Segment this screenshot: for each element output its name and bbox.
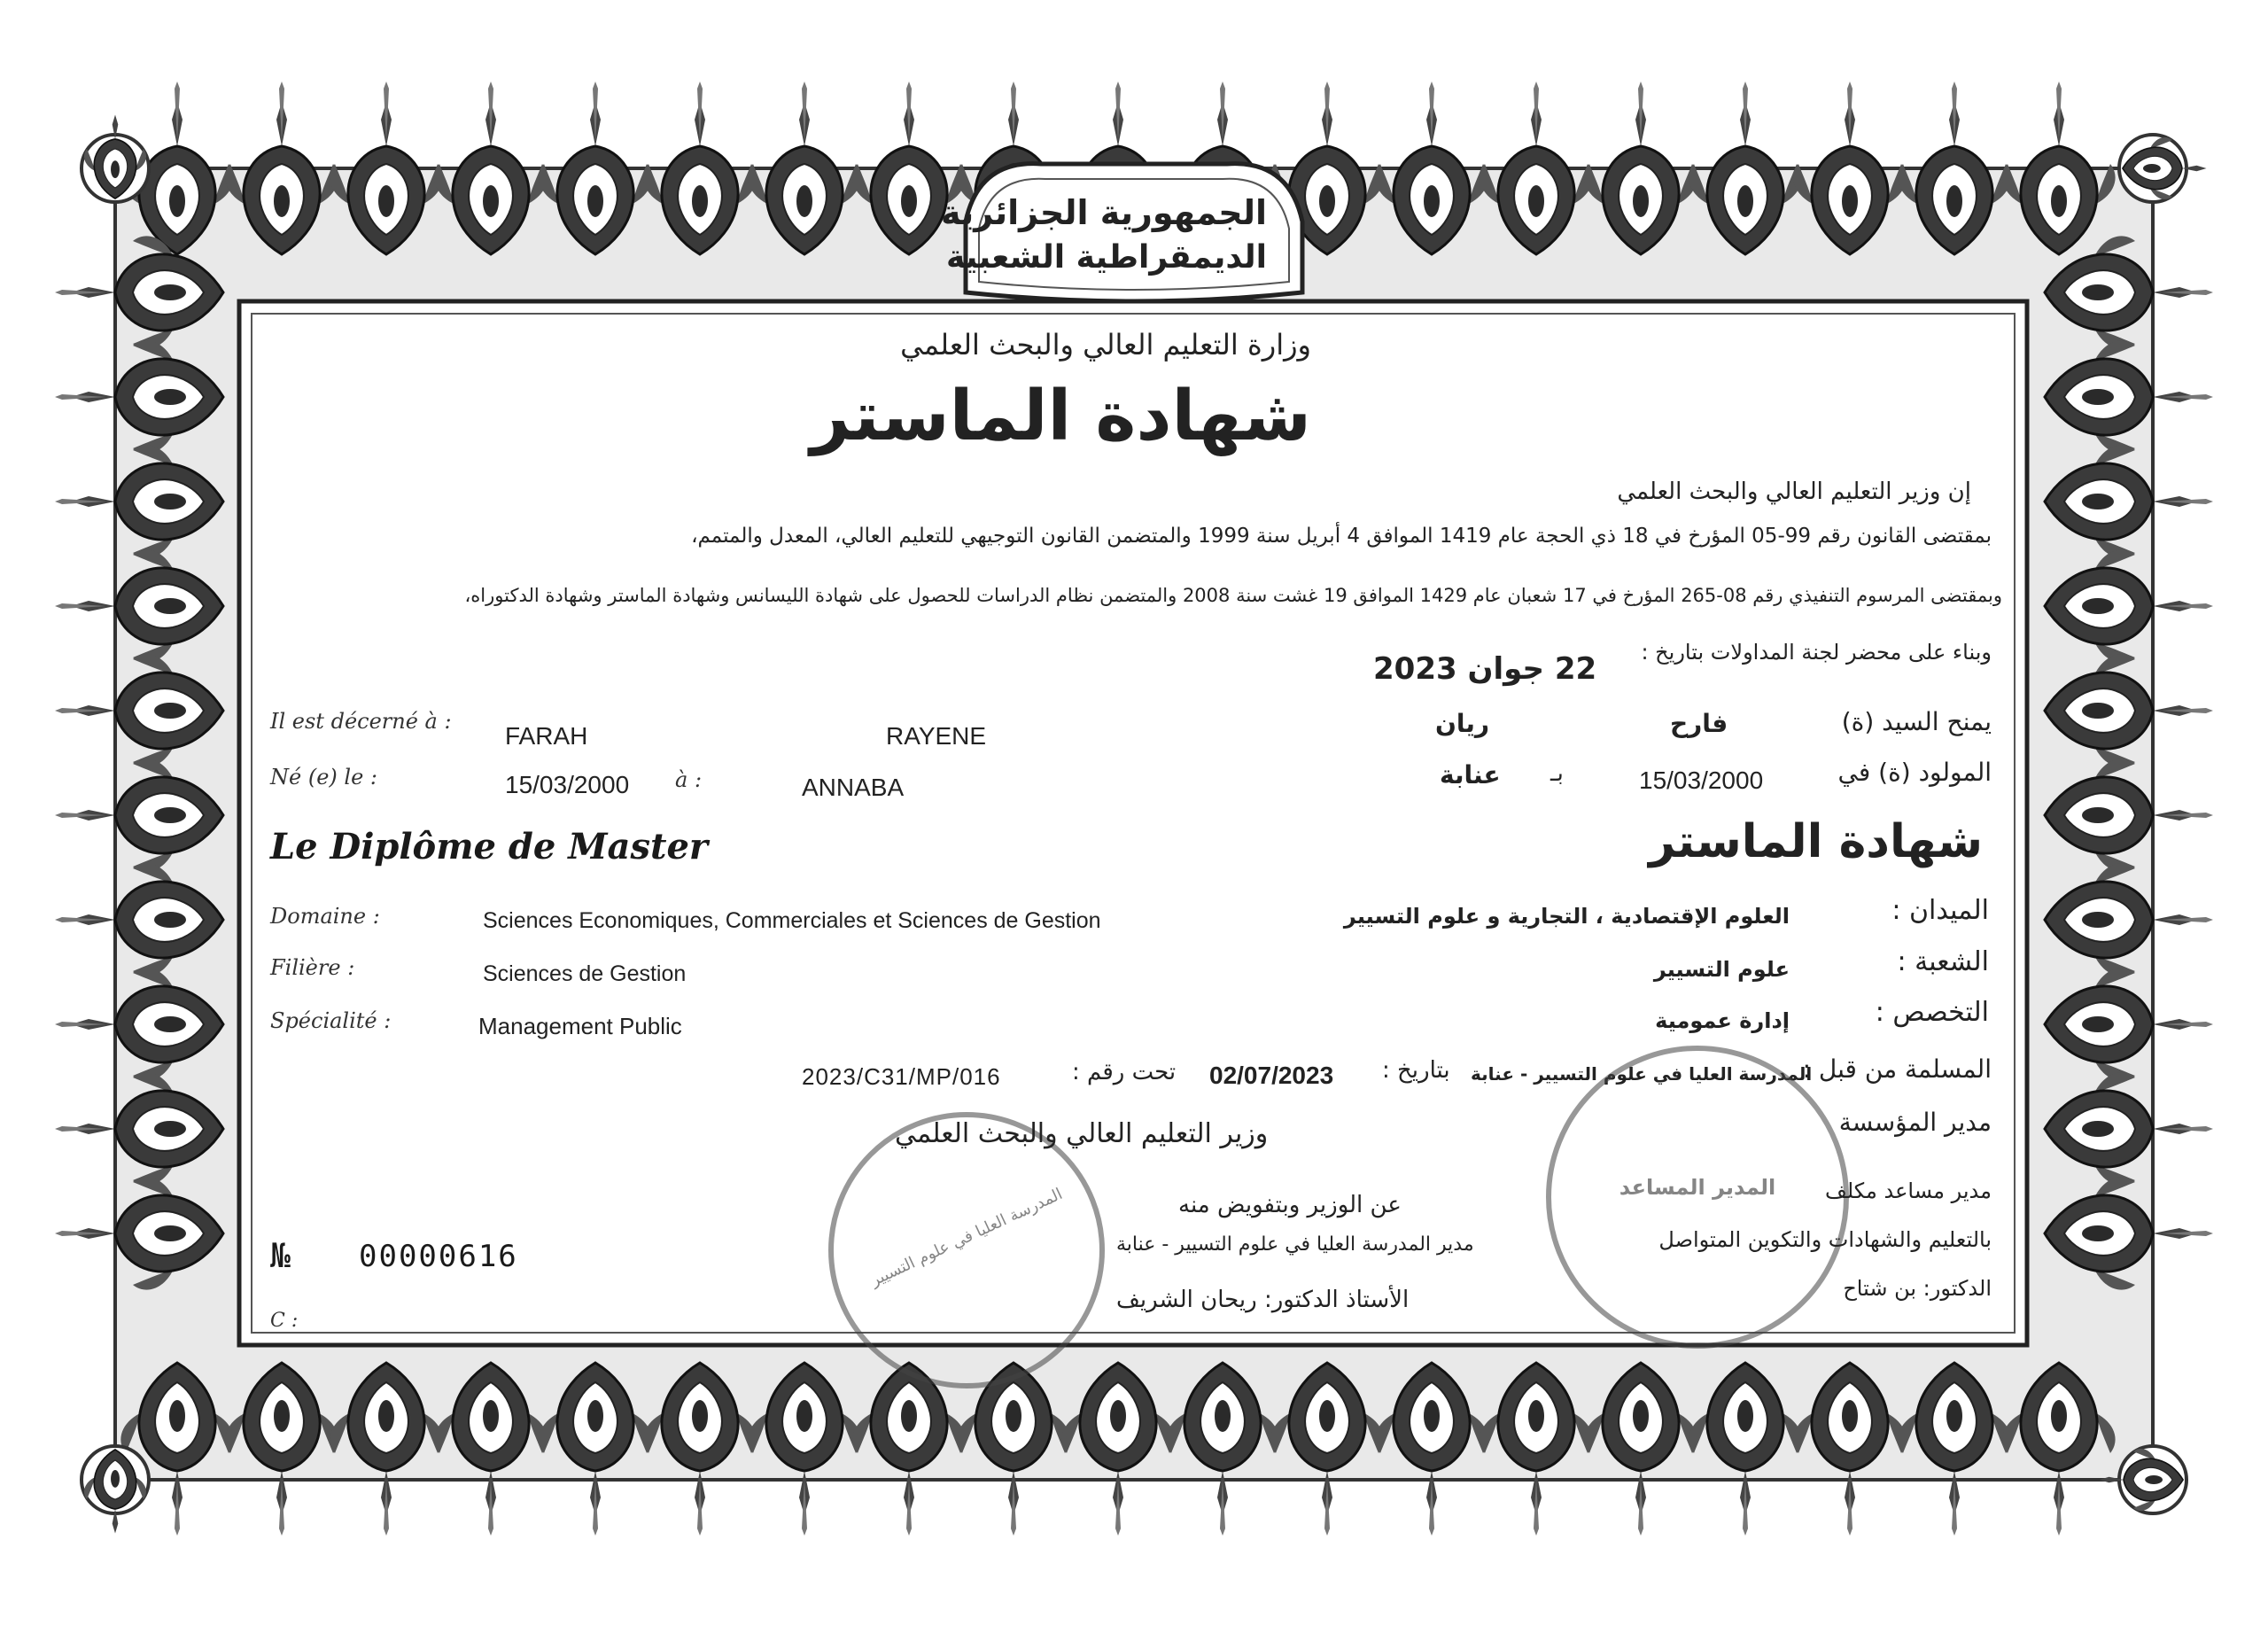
director-name: الأستاذ الدكتور: ريحان الشريف <box>1116 1287 1410 1313</box>
deliberation-date: 22 جوان 2023 <box>1373 651 1597 687</box>
filiere-value-fr: Sciences de Gestion <box>483 961 687 986</box>
code-label: C : <box>270 1310 299 1332</box>
recipient-last-name: FARAH <box>505 722 588 750</box>
right-signatory-sub2: بالتعليم والشهادات والتكوين المتواصل <box>1658 1227 1992 1252</box>
serial-number: 00000616 <box>359 1239 518 1274</box>
preamble-line-4: وبناء على محضر لجنة المداولات بتاريخ : <box>1641 640 1992 665</box>
minister-line: وزير التعليم العالي والبحث العلمي <box>895 1118 1269 1149</box>
recipient-label-fr: Il est décerné à : <box>270 709 452 734</box>
birth-date-ar: 15/03/2000 <box>1639 766 1764 794</box>
specialite-label-fr: Spécialité : <box>270 1008 392 1033</box>
preamble-line-2: بمقتضى القانون رقم 99-05 المؤرخ في 18 ذي الحجة عام 1419 الموافق 4 أبريل سنة 1999 والمتضمن القانون التوجيهي للتعليم العالي، المعدل والمتمم، <box>691 525 1992 548</box>
director-school: مدير المدرسة العليا في علوم التسيير - عنابة <box>1116 1233 1474 1256</box>
diploma-title-fr: Le Diplôme de Master <box>270 826 708 867</box>
issue-date: 02/07/2023 <box>1209 1062 1334 1089</box>
domain-value-fr: Sciences Economiques, Commerciales et Sciences de Gestion <box>483 908 1101 933</box>
republic-line-1: الجمهورية الجزائرية <box>940 193 1267 232</box>
specialite-value-ar: إدارة عمومية <box>1655 1008 1790 1033</box>
ministry-name: وزارة التعليم العالي والبحث العلمي <box>900 328 1311 362</box>
diploma-title-arabic: شهادة الماستر <box>810 377 1311 456</box>
issue-number-label: تحت رقم : <box>1072 1059 1177 1085</box>
right-signatory-sub1: مدير مساعد مكلف <box>1824 1178 1992 1203</box>
domain-label-ar: الميدان : <box>1891 895 1989 926</box>
filiere-label-fr: Filière : <box>270 955 355 980</box>
specialite-value-fr: Management Public <box>478 1013 682 1039</box>
recipient-label-ar: يمنح السيد (ة) <box>1841 707 1992 736</box>
domain-label-fr: Domaine : <box>270 904 380 929</box>
birth-at-label-fr: à : <box>675 767 703 792</box>
recipient-first-name: RAYENE <box>886 722 987 750</box>
birth-label-fr: Né (e) le : <box>270 765 377 789</box>
birth-place-ar: عنابة <box>1440 760 1501 789</box>
preamble-line-3: وبمقتضى المرسوم التنفيذي رقم 08-265 المؤرخ في 17 شعبان عام 1429 الموافق 19 غشت سنة 2008 والمتضمن نظام الدراسات للحصول على شهادة الليسانس وشهادة الماستر وشهادة الدكتوراه، <box>464 585 2002 606</box>
filiere-value-ar: علوم التسيير <box>1653 957 1790 982</box>
delegation-line: عن الوزير وبتفويض منه <box>1178 1192 1402 1218</box>
domain-value-ar: العلوم الإقتصادية ، التجارية و علوم التسيير <box>1343 904 1790 929</box>
filiere-label-ar: الشعبة : <box>1897 946 1989 977</box>
birth-at-label-ar: بـ <box>1550 760 1564 787</box>
serial-label: № <box>270 1236 291 1275</box>
right-stamp-text: المدير المساعد <box>1619 1175 1776 1200</box>
left-stamp-text: المدرسة العليا في علوم التسيير <box>867 1185 1066 1290</box>
issue-number: 2023/C31/MP/016 <box>802 1063 1001 1090</box>
diploma-title-ar-small: شهادة الماستر <box>1649 815 1983 868</box>
birth-place: ANNABA <box>802 774 905 801</box>
right-signatory-name: الدكتور: بن شتاح <box>1843 1276 1992 1301</box>
specialite-label-ar: التخصص : <box>1875 997 1989 1028</box>
left-official-stamp <box>828 1112 1105 1388</box>
birth-label-ar: المولود (ة) في <box>1837 758 1992 787</box>
right-official-stamp <box>1546 1046 1849 1349</box>
right-signatory-title: مدير المؤسسة <box>1838 1108 1992 1137</box>
issue-date-label: بتاريخ : <box>1382 1057 1450 1084</box>
issued-by-label: المسلمة من قبل : <box>1802 1054 1992 1084</box>
recipient-first-name-ar: ريان <box>1435 709 1490 738</box>
issuing-institution: المدرسة العليا في علوم التسيير - عنابة <box>1471 1063 1813 1085</box>
preamble-line-1: إن وزير التعليم العالي والبحث العلمي <box>1617 478 1971 505</box>
recipient-last-name-ar: فارح <box>1670 709 1728 738</box>
birth-date: 15/03/2000 <box>505 771 630 798</box>
republic-line-2: الديمقراطية الشعبية <box>946 239 1267 276</box>
